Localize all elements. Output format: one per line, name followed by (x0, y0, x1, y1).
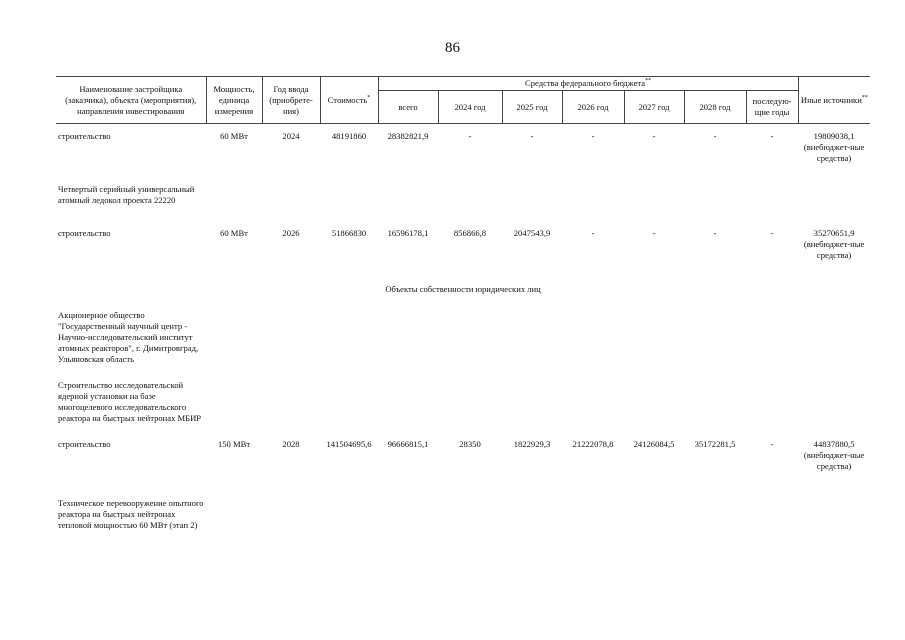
table-row (56, 492, 870, 540)
row-year: 2028 (282, 438, 300, 449)
row-2026: 21222078,8 (572, 438, 614, 449)
row-2025: 1822929,3 (513, 438, 551, 449)
header-2028: 2028 год (684, 91, 746, 124)
header-other (798, 77, 870, 124)
table-row (56, 176, 870, 216)
row-2024: - (468, 131, 472, 141)
row-name: Техническое перевооружение опытного реактора на быстрых нейтронах тепловой мощностью 60 МВт (этап 2) (58, 497, 204, 530)
header-cost-footnote: * (367, 94, 371, 101)
row-2027: 24126084,5 (633, 438, 675, 449)
page-number: 86 (445, 40, 460, 56)
row-other-value: 35270651,9 (813, 227, 855, 238)
header-year: Год ввода (приобрете-ния) (262, 77, 320, 124)
table-row (56, 372, 870, 434)
row-name: Строительство исследовательской ядерной установки на базе многоцелевого исследовательского реактора на быстрых нейтронах МБИР (58, 379, 202, 423)
row-cost: 51866830 (331, 227, 367, 238)
row-capacity: 60 МВт (220, 227, 248, 238)
header-other-footnote: ** (861, 94, 868, 101)
investment-table (56, 76, 870, 540)
row-2025: - (530, 131, 534, 141)
row-other (798, 434, 870, 492)
row-2028: - (713, 227, 717, 238)
row-other-note: (внебюджет-ные средства) (803, 142, 865, 163)
row-2024: 856866,8 (453, 227, 487, 238)
table-row (56, 124, 870, 176)
header-2027: 2027 год (624, 91, 684, 124)
row-2026: - (591, 131, 595, 141)
row-later: - (770, 227, 774, 238)
row-total: 96666815,1 (387, 438, 429, 449)
row-name: строительство (58, 131, 111, 141)
header-capacity: Мощность, единица измерения (206, 77, 262, 124)
row-capacity: 150 МВт (217, 438, 251, 449)
row-other (798, 124, 870, 176)
row-total: 16596178,1 (387, 227, 429, 238)
row-other (798, 216, 870, 276)
table-row (56, 434, 870, 492)
header-2025: 2025 год (502, 91, 562, 124)
row-2024: 28350 (459, 438, 481, 449)
row-cost: 141504695,6 (326, 438, 372, 449)
header-2024: 2024 год (438, 91, 502, 124)
row-year: 2024 (282, 131, 300, 141)
table-header (56, 77, 870, 124)
row-2025: 2047543,9 (513, 227, 551, 238)
header-federal-budget-footnote: ** (645, 78, 652, 85)
section-title: Объекты собственности юридических лиц (385, 283, 541, 294)
row-total: 28382821,9 (387, 131, 429, 141)
row-later: - (770, 438, 774, 449)
row-other-value: 44837880,5 (813, 438, 855, 449)
row-other-value: 19809038,1 (813, 131, 855, 141)
table-row (56, 298, 870, 372)
row-cost: 48191860 (331, 131, 367, 141)
header-total: всего (378, 91, 438, 124)
row-name: строительство (58, 227, 111, 238)
header-name: Наименование застройщика (заказчика), объекта (мероприятия), направления инвестирования (56, 77, 206, 124)
row-2027: - (652, 131, 656, 141)
header-federal-budget (378, 77, 798, 91)
row-2028: - (713, 131, 717, 141)
header-later: последую-щие годы (746, 91, 798, 124)
row-name: Четвертый серийный универсальный атомный ледокол проекта 22220 (58, 183, 195, 205)
row-name: Акционерное общество "Государственный научный центр - Научно-исследовательский институт атомных реакторов", г. Димитровград, Ульяновская область (58, 309, 199, 364)
row-2027: - (652, 227, 656, 238)
row-2026: - (591, 227, 595, 238)
row-other-note: (внебюджет-ные средства) (803, 238, 865, 260)
row-later: - (770, 131, 774, 141)
header-cost (320, 77, 378, 124)
row-name: строительство (58, 438, 111, 449)
header-federal-budget-label: Средства федерального бюджета (524, 78, 646, 88)
row-2028: 35172281,5 (694, 438, 736, 449)
section-row (56, 276, 870, 298)
row-year: 2026 (282, 227, 300, 238)
header-2026: 2026 год (562, 91, 624, 124)
header-cost-label: Стоимость (327, 94, 368, 105)
table-row (56, 216, 870, 276)
row-other-note: (внебюджет-ные средства) (803, 449, 865, 471)
header-other-label: Иные источники (800, 94, 862, 105)
row-capacity: 60 МВт (220, 131, 248, 141)
